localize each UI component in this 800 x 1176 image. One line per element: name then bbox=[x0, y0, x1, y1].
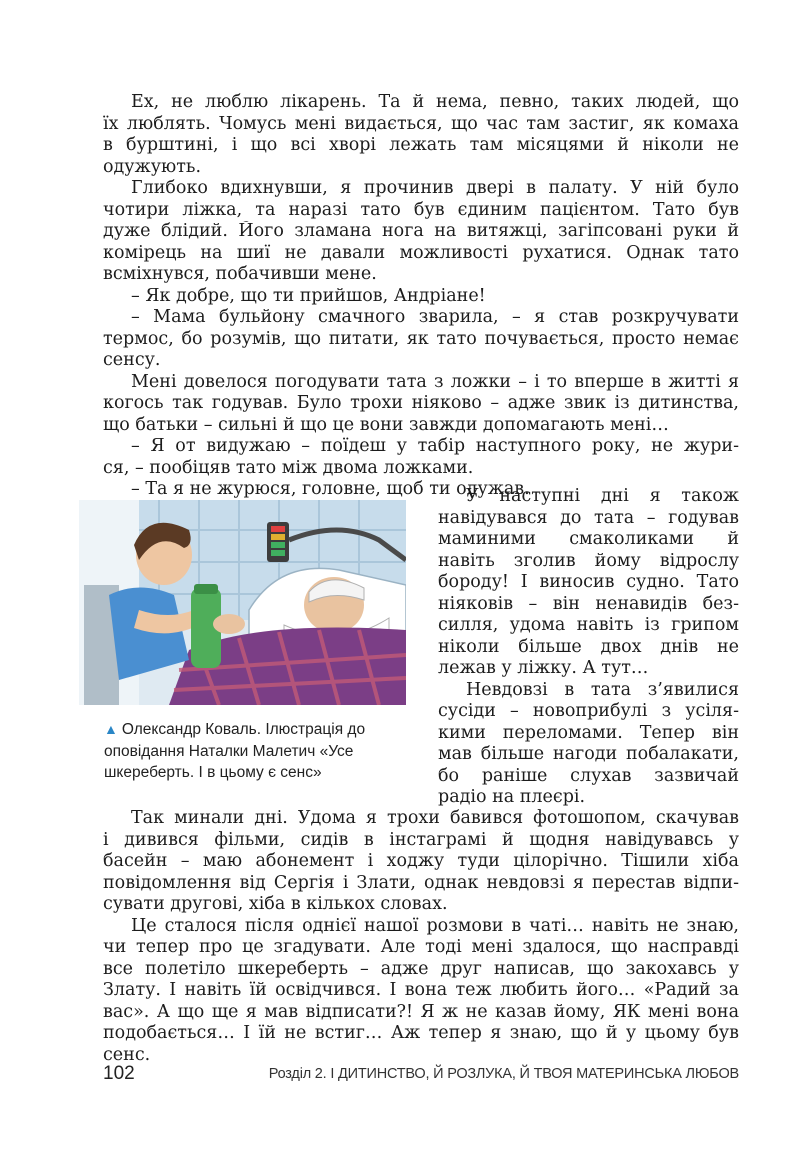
right-column-text bbox=[438, 486, 739, 809]
hospital-illustration bbox=[79, 500, 406, 705]
text-line: комірець на шиї не давали можливості рухатися. Однак тато bbox=[103, 242, 739, 263]
running-title: Розділ 2. І ДИТИНСТВО, Й РОЗЛУКА, Й ТВОЯ МАТЕРИНСЬКА ЛЮБОВ bbox=[268, 1066, 739, 1082]
text-line: кими переломами. Тепер він bbox=[438, 722, 739, 743]
text-line: мав більше нагоди побалакати, bbox=[438, 744, 739, 764]
text-line: чи тепер про це згадувати. Але тоді мені здалося, що насправді bbox=[103, 937, 739, 957]
text-line: термос, бо розумів, що питати, як тато почувається, просто немає bbox=[103, 328, 739, 349]
caption-line: оповідання Наталки Малетич «Усе bbox=[104, 742, 354, 760]
text-line: в бурштині, і що всі хворі лежать там місяцями й ніколи не bbox=[103, 135, 739, 155]
caption-triangle-icon: ▲ bbox=[104, 721, 118, 737]
text-line: дуже блідий. Його зламана нога на витяжці, загіпсовані руки й bbox=[103, 221, 739, 241]
text-line: когось так годував. Було трохи ніяково – адже звик із дитинства, bbox=[103, 393, 739, 413]
text-line: ся, – пообіцяв тато між двома ложками. bbox=[103, 457, 474, 478]
text-line: всміхнувся, побачивши мене. bbox=[103, 264, 377, 284]
caption-line bbox=[104, 719, 404, 741]
text-line: сенс. bbox=[103, 1044, 151, 1065]
text-line: ніяковів – він ненавидів без- bbox=[438, 593, 739, 614]
text-line: Мені довелося погодувати тата з ложки – і то вперше в житті я bbox=[131, 371, 739, 392]
text-line: чотири ліжка, та наразі тато був єдиним пацієнтом. Тато був bbox=[103, 199, 739, 220]
bottom-text-block bbox=[103, 808, 739, 1066]
text-line: подобається… І їй не встиг… Аж тепер я знаю, що й у цьому був bbox=[103, 1023, 739, 1043]
text-line: бо раніше слухав зазвичай bbox=[438, 765, 739, 786]
page-footer bbox=[103, 1063, 739, 1091]
text-line: повідомлення від Сергія і Злати, однак невдовзі я перестав відпи- bbox=[103, 872, 739, 893]
text-line: Невдовзі в тата з’явилися bbox=[466, 679, 739, 700]
text-line: лежав у ліжку. А тут… bbox=[438, 658, 649, 678]
text-line: все полетіло шкереберть – адже друг написав, що закохавсь у bbox=[103, 958, 739, 979]
text-line: силля, удома навіть із грипом bbox=[438, 615, 739, 635]
caption-line: шкереберть. І в цьому є сенс» bbox=[104, 764, 322, 781]
text-line: – Я от видужаю – поїдеш у табір наступного року, не жури- bbox=[131, 436, 739, 456]
illustration-caption bbox=[104, 719, 404, 784]
text-line: У наступні дні я також bbox=[466, 486, 739, 506]
text-line: ніколи більше двох днів не bbox=[438, 636, 739, 657]
text-line: сенсу. bbox=[103, 350, 161, 370]
text-line: басейн – маю абонемент і ходжу туди цілорічно. Тішили хіба bbox=[103, 851, 739, 871]
text-line: їх люблять. Чомусь мені видається, що час там застиг, як комаха bbox=[103, 113, 739, 134]
hospital-scene-image bbox=[79, 500, 406, 705]
text-line: – Як добре, що ти прийшов, Андріане! bbox=[131, 285, 486, 306]
text-line: Це сталося після однієї нашої розмови в чаті… навіть не знаю, bbox=[131, 915, 739, 936]
text-line: що батьки – сильні й що це вони завжди допомагають мені… bbox=[103, 414, 669, 435]
text-line: одужують. bbox=[103, 156, 202, 177]
text-line: сусіди – новоприбулі з усіля- bbox=[438, 701, 739, 721]
text-line: радіо на плеєрі. bbox=[438, 787, 586, 807]
text-line: і дивився фільми, сидів в інстаграмі й щодня навідувавсь у bbox=[103, 829, 739, 850]
text-line: сувати другові, хіба в кількох словах. bbox=[103, 894, 448, 914]
text-line: вас». А що ще я мав відписати?! Я ж не казав йому, ЯК мені вона bbox=[103, 1001, 739, 1022]
text-line: бороду! І виносив судно. Тато bbox=[438, 572, 739, 592]
text-line: Так минали дні. Удома я трохи бавився фотошопом, скачував bbox=[131, 808, 739, 828]
text-line: Злату. І навіть їй освідчився. І вона теж любить його… «Радий за bbox=[103, 980, 739, 1000]
top-text-block bbox=[103, 92, 739, 501]
text-line: навідувався до тата – годував bbox=[438, 507, 739, 528]
text-line: Глибоко вдихнувши, я прочинив двері в палату. У ній було bbox=[131, 178, 739, 198]
text-line: – Мама бульйону смачного зварила, – я став розкручувати bbox=[131, 307, 739, 327]
text-line: Ех, не люблю лікарень. Та й нема, певно, таких людей, що bbox=[131, 92, 739, 112]
text-line: маминими смаколиками й bbox=[438, 529, 739, 549]
text-line: – Та я не журюся, головне, щоб ти одужав. bbox=[131, 479, 530, 499]
caption-text: Олександр Коваль. Ілюстрація до bbox=[121, 721, 366, 738]
text-line: навіть зголив йому відрослу bbox=[438, 550, 739, 571]
page-number: 102 bbox=[103, 1063, 135, 1084]
